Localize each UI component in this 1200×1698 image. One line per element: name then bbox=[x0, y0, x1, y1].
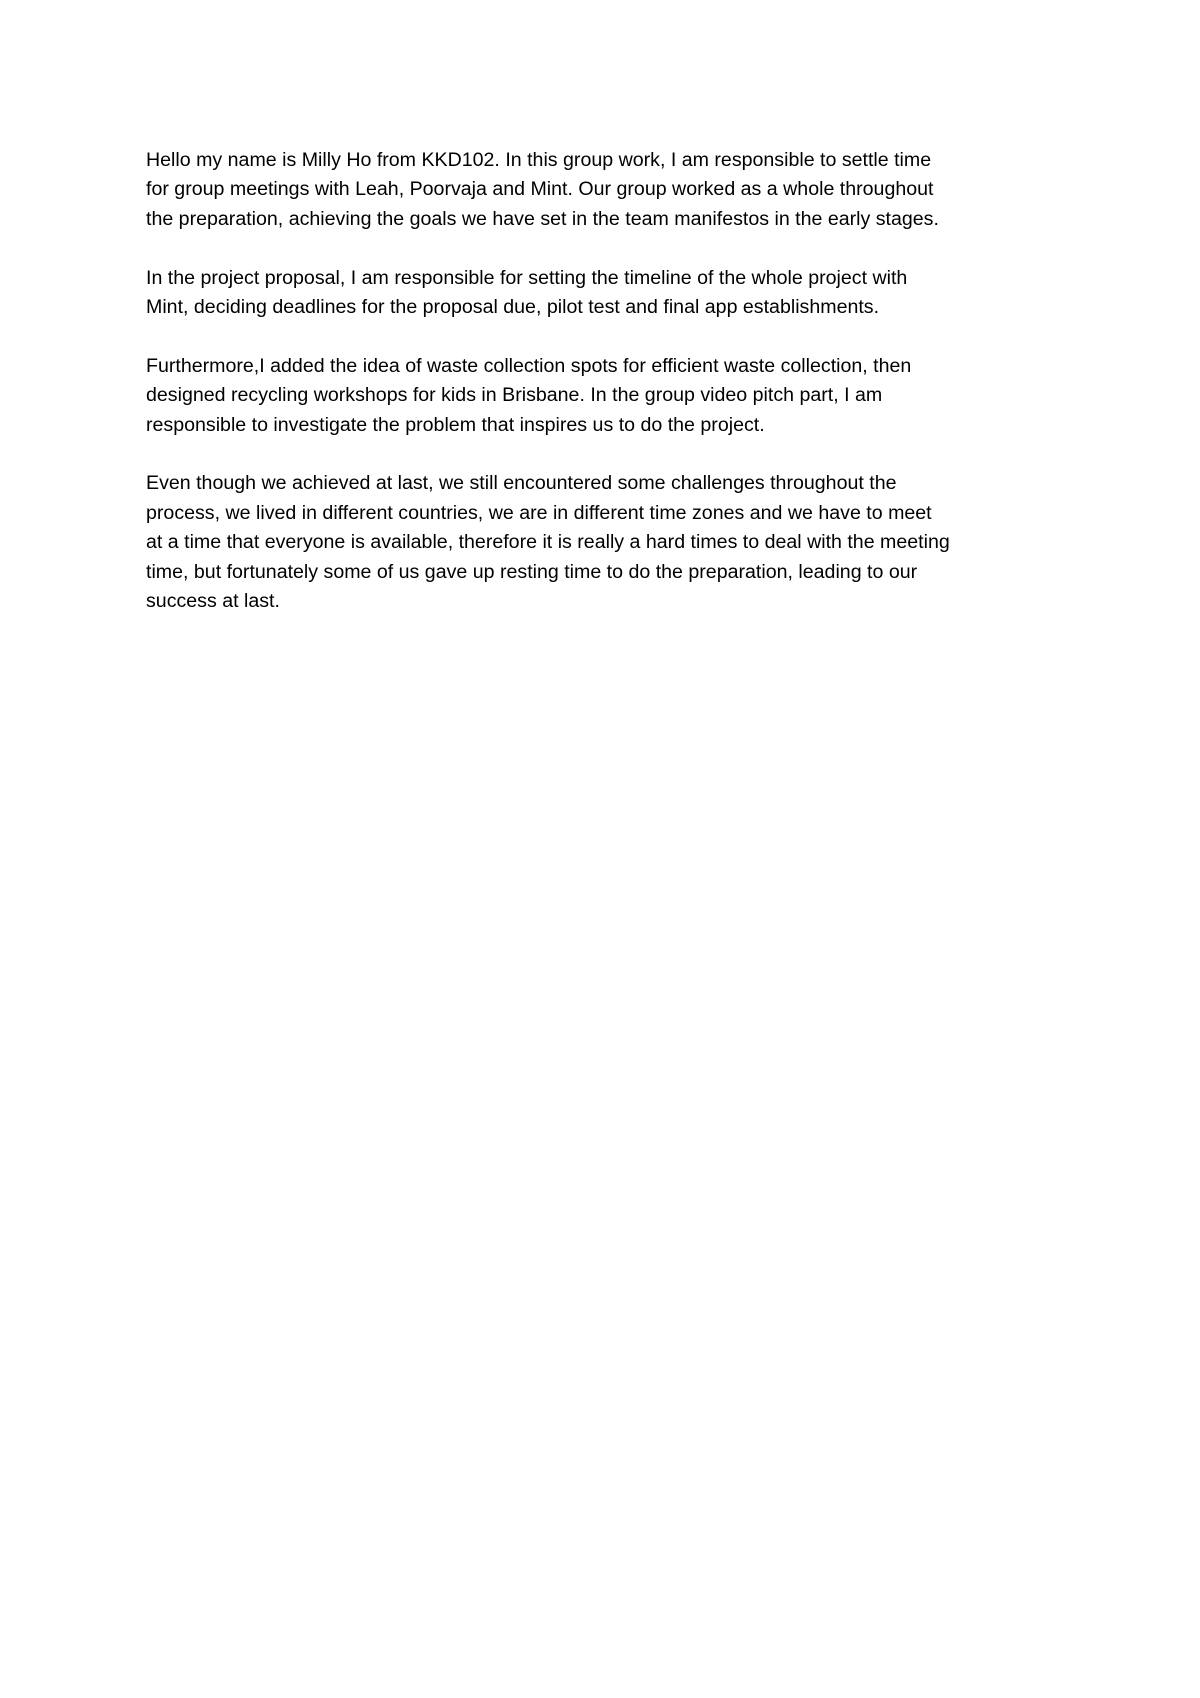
paragraph-intro bbox=[146, 146, 1066, 234]
paragraph-project-proposal bbox=[146, 264, 1066, 323]
paragraph-challenges bbox=[146, 469, 1066, 616]
document-body bbox=[146, 146, 1066, 646]
paragraph-line: the preparation, achieving the goals we have set in the team manifestos in the early stages. bbox=[146, 207, 939, 230]
paragraph-line: process, we lived in different countries, we are in different time zones and we have to meet bbox=[146, 501, 932, 524]
paragraph-line: at a time that everyone is available, therefore it is really a hard times to deal with the meeting bbox=[146, 531, 950, 554]
paragraph-line: designed recycling workshops for kids in Brisbane. In the group video pitch part, I am bbox=[146, 384, 883, 407]
paragraph-line: for group meetings with Leah, Poorvaja and Mint. Our group worked as a whole throughout bbox=[146, 178, 934, 201]
paragraph-line: Furthermore,I added the idea of waste collection spots for efficient waste collection, then bbox=[146, 354, 912, 377]
paragraph-line: Mint, deciding deadlines for the proposal due, pilot test and final app establishments. bbox=[146, 296, 880, 319]
paragraph-line: time, but fortunately some of us gave up resting time to do the preparation, leading to our bbox=[146, 560, 918, 583]
paragraph-line: success at last. bbox=[146, 590, 280, 613]
paragraph-line: Hello my name is Milly Ho from KKD102. In this group work, I am responsible to settle time bbox=[146, 149, 932, 171]
paragraph-contributions bbox=[146, 352, 1066, 440]
paragraph-line: Even though we achieved at last, we still encountered some challenges throughout the bbox=[146, 472, 897, 495]
paragraph-line: In the project proposal, I am responsible for setting the timeline of the whole project with bbox=[146, 266, 908, 289]
paragraph-line: responsible to investigate the problem that inspires us to do the project. bbox=[146, 413, 765, 436]
